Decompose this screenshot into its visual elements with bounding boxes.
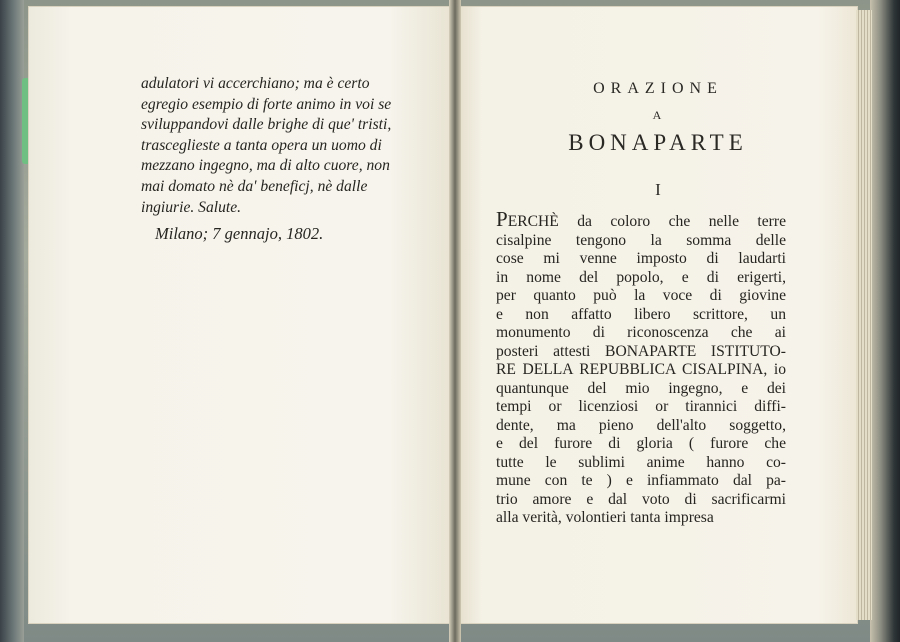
left-page-text: [141, 74, 441, 245]
text-line: cose mi venne imposto di laudarti: [496, 250, 786, 267]
text-line: in nome del popolo, e di erigerti,: [496, 268, 786, 286]
text-line: quantunque del mio ingegno, e dei: [496, 379, 786, 397]
right-page-text: [496, 207, 786, 528]
heading-orazione: ORAZIONE: [593, 80, 723, 97]
text-line: tutte le sublimi anime hanno co-: [496, 453, 786, 471]
text-line: tempi or licenziosi or tirannici diffi-: [496, 398, 786, 415]
text-line: trasceglieste a tanta opera un uomo di: [141, 136, 382, 154]
text-line: dente, ma pieno dell'alto soggetto,: [496, 416, 786, 434]
text-line: mune con te ) e infiammato dal pa-: [496, 472, 786, 489]
text-line: e non affatto libero scrittore, un: [496, 305, 786, 323]
text-line: alla verità, volontieri tanta impresa: [496, 509, 714, 526]
text-line: ingiurie. Salute.: [141, 198, 242, 216]
section-numeral: I: [655, 180, 661, 199]
text-line: adulatori vi accerchiano; ma è certo: [141, 75, 370, 92]
drop-cap: P: [496, 207, 508, 231]
signature-date: Milano; 7 gennajo, 1802.: [155, 224, 324, 244]
text-line: monumento di riconoscenza che ai: [496, 324, 786, 341]
text-line: posteri attesti BONAPARTE ISTITUTO-: [496, 342, 786, 360]
text-line: RE DELLA REPUBBLICA CISALPINA, io: [496, 361, 786, 378]
page-edges: [856, 10, 872, 620]
text-line: sviluppandovi dalle brighe di que' tristi,: [141, 116, 392, 134]
text-line: mai domato nè da' beneficj, nè dalle: [141, 177, 368, 195]
text-line: per quanto può la voce di giovine: [496, 287, 786, 304]
heading-a: A: [652, 108, 664, 122]
text-line: [496, 207, 786, 232]
book-cover-right-edge: [870, 0, 900, 642]
text-line: mezzano ingegno, ma di alto cuore, non: [141, 157, 390, 175]
text-line: trio amore e dal voto di sacrificarmi: [496, 490, 786, 508]
text-line-rest: ERCHÈ da coloro che nelle terre: [507, 213, 786, 230]
text-line: e del furore di gloria ( furore che: [496, 435, 786, 452]
book-cover-left-edge: [0, 0, 24, 642]
text-line: egregio esempio di forte animo in voi se: [141, 95, 392, 113]
heading-bonaparte: BONAPARTE: [568, 130, 748, 155]
text-line: cisalpine tengono la somma delle: [496, 231, 786, 249]
